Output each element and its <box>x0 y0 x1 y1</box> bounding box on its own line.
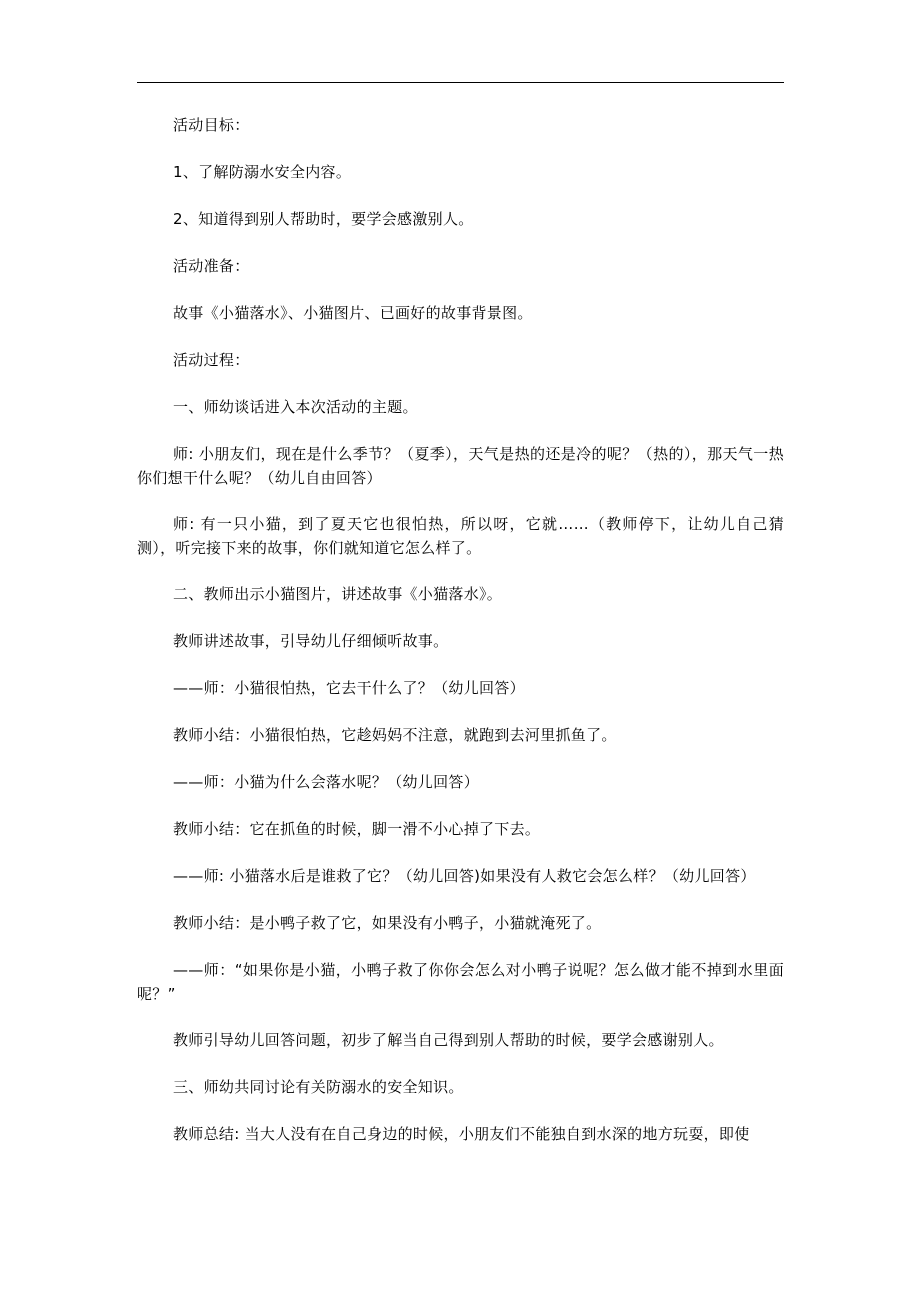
section-1-heading: 一、师幼谈话进入本次活动的主题。 <box>173 398 418 416</box>
teacher-guidance-text: 教师引导幼儿回答问题，初步了解当自己得到别人帮助的时候，要学会感谢别人。 <box>173 1031 724 1049</box>
heading-activity-goals: 活动目标： <box>173 116 250 134</box>
goal-item-1: 1、了解防溺水安全内容。 <box>173 163 352 181</box>
storytelling-text: 教师讲述故事，引导幼儿仔细倾听故事。 <box>173 632 449 650</box>
teacher-question-2: 师: 有一只小猫，到了夏天它也很怕热，所以呀，它就……（教师停下，让幼儿自己猜测），听完接下来的故事，你们就知道它怎么样了。 <box>137 515 784 557</box>
teacher-summary-1: 教师小结：小猫很怕热，它趁妈妈不注意，就跑到去河里抓鱼了。 <box>173 726 617 744</box>
section-2-heading: 二、教师出示小猫图片，讲述故事《小猫落水》。 <box>173 585 503 603</box>
preparation-text: 故事《小猫落水》、小猫图片、已画好的故事背景图。 <box>173 304 533 322</box>
teacher-question-1: 师: 小朋友们，现在是什么季节？（夏季），天气是热的还是冷的呢？（热的），那天气一热你们想干什么呢？（幼儿自由回答） <box>137 445 784 487</box>
section-3-heading: 三、师幼共同讨论有关防溺水的安全知识。 <box>173 1078 464 1096</box>
document-body <box>137 113 784 1169</box>
teacher-conclusion-text: 教师总结: 当大人没有在自己身边的时候，小朋友们不能独自到水深的地方玩耍，即使 <box>173 1125 750 1143</box>
dialogue-question-2: ——师：小猫为什么会落水呢？（幼儿回答） <box>173 773 480 791</box>
header-rule <box>137 82 784 83</box>
teacher-summary-3: 教师小结：是小鸭子救了它，如果没有小鸭子，小猫就淹死了。 <box>173 914 602 932</box>
dialogue-question-1: ——师：小猫很怕热，它去干什么了？（幼儿回答） <box>173 679 525 697</box>
dialogue-question-4: ——师：“如果你是小猫，小鸭子救了你你会怎么对小鸭子说呢？怎么做才能不掉到水里面呢？” <box>137 961 784 1003</box>
goal-item-2: 2、知道得到别人帮助时，要学会感激别人。 <box>173 210 474 228</box>
heading-activity-process: 活动过程： <box>173 351 250 369</box>
dialogue-question-3: ——师: 小猫落水后是谁救了它？（幼儿回答)如果没有人救它会怎么样？（幼儿回答） <box>173 867 756 885</box>
heading-activity-preparation: 活动准备： <box>173 257 250 275</box>
teacher-summary-2: 教师小结：它在抓鱼的时候，脚一滑不小心掉了下去。 <box>173 820 541 838</box>
